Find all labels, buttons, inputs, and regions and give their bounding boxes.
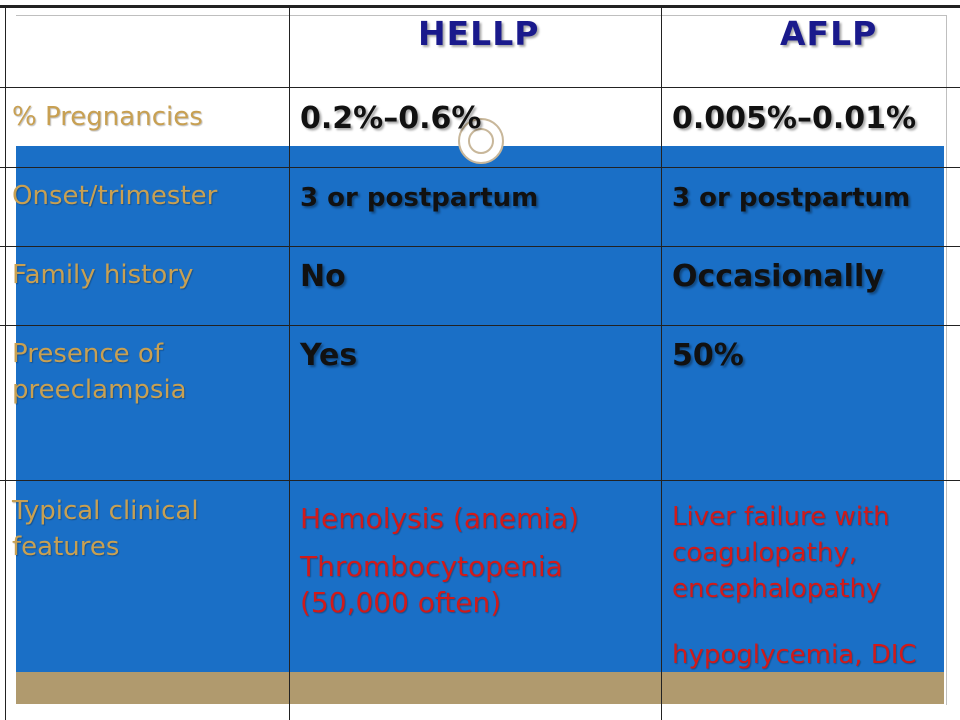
header-aflp: AFLP — [780, 14, 878, 53]
col-divider — [289, 5, 290, 720]
row-label-pregnancies: % Pregnancies — [12, 102, 203, 132]
frame-line-right — [946, 15, 947, 705]
header-hellp: HELLP — [418, 14, 540, 53]
row-divider — [0, 246, 960, 247]
cell-hellp-family-history: No — [300, 259, 346, 294]
cell-aflp-pregnancies: 0.005%–0.01% — [672, 101, 917, 136]
row-divider — [0, 167, 960, 168]
cell-aflp-features-line2: coagulopathy, — [672, 538, 858, 568]
cell-aflp-features-line3: encephalopathy — [672, 574, 882, 604]
cell-hellp-features-line3: (50,000 often) — [300, 586, 502, 619]
tan-footer-band — [16, 672, 944, 704]
row-divider — [0, 325, 960, 326]
cell-aflp-preeclampsia: 50% — [672, 338, 744, 373]
col-divider — [5, 5, 6, 720]
cell-aflp-family-history: Occasionally — [672, 259, 884, 294]
cell-aflp-onset: 3 or postpartum — [672, 183, 911, 213]
col-divider — [661, 5, 662, 720]
cell-hellp-onset: 3 or postpartum — [300, 183, 539, 213]
row-label-onset: Onset/trimester — [12, 181, 218, 211]
row-label-features-line2: features — [12, 532, 120, 562]
cell-hellp-features-line2: Thrombocytopenia — [300, 550, 563, 583]
cell-hellp-features-line1: Hemolysis (anemia) — [300, 502, 580, 535]
cell-hellp-pregnancies: 0.2%–0.6% — [300, 101, 482, 136]
row-label-features-line1: Typical clinical — [12, 496, 199, 526]
row-label-family-history: Family history — [12, 260, 194, 290]
row-label-preeclampsia-line1: Presence of — [12, 339, 163, 369]
row-divider — [0, 87, 960, 88]
cell-aflp-features-line4: hypoglycemia, DIC — [672, 640, 917, 670]
cell-hellp-preeclampsia: Yes — [300, 338, 358, 373]
row-label-preeclampsia-line2: preeclampsia — [12, 375, 187, 405]
cell-aflp-features-line1: Liver failure with — [672, 502, 890, 532]
row-divider — [0, 480, 960, 481]
table-top-border — [0, 5, 960, 8]
